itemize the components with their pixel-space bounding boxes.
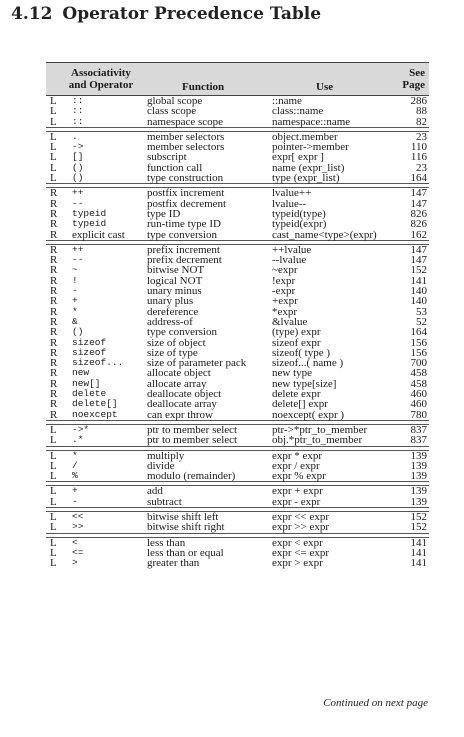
operator-cell: << [72,510,84,522]
operator-cell: new [72,367,90,379]
function-cell: member selectors [147,141,225,154]
operator-cell: ->* [72,423,90,435]
use-cell: object.member [272,130,338,143]
page-cell: 139 [410,449,427,462]
use-cell: expr / expr [272,459,320,472]
table-row [46,497,429,507]
associativity-cell: R [50,377,58,390]
associativity-cell: R [50,285,58,298]
associativity-cell: R [50,346,58,359]
function-cell: type conversion [147,326,217,339]
associativity-cell: L [50,141,57,154]
use-cell: +expr [272,295,298,308]
page-cell: 139 [410,470,427,483]
associativity-cell: R [50,315,58,328]
function-cell: postfix increment [147,187,225,200]
page-cell: 826 [410,218,427,231]
page-cell: 837 [410,434,427,447]
header-associativity [56,67,146,91]
use-cell: type (expr_list) [272,172,340,185]
associativity-cell: R [50,367,58,380]
use-cell: sizeof( type ) [272,346,331,359]
associativity-cell: R [50,295,58,308]
operator-cell: & [72,315,78,327]
operator-cell: * [72,305,78,317]
page-cell: 141 [410,274,427,287]
operator-cell: - [72,285,78,297]
associativity-cell: R [50,264,58,277]
section-number: 4.12 [11,4,53,24]
associativity-cell: R [50,274,58,287]
page-cell: 139 [410,459,427,472]
table-row [46,461,429,471]
use-cell: delete[] expr [272,398,328,411]
function-cell: prefix decrement [147,254,222,267]
function-cell: bitwise NOT [147,264,205,277]
row-group [46,244,429,421]
use-cell: (type) expr [272,326,321,339]
operator-cell: <= [72,546,84,558]
function-cell: greater than [147,557,200,570]
use-cell: namespace::name [272,115,351,128]
use-cell: expr % expr [272,470,326,483]
operator-cell: + [72,485,78,497]
table-row [46,245,429,255]
page-cell: 141 [410,536,427,549]
use-cell: &lvalue [272,315,308,328]
page-cell: 164 [410,172,427,185]
function-cell: less than [147,536,186,549]
function-cell: allocate object [147,367,211,380]
use-cell: ~expr [272,264,298,277]
use-cell: name (expr_list) [272,161,345,174]
use-cell: delete expr [272,388,321,401]
function-cell: ptr to member select [147,434,238,447]
operator-cell: :: [72,105,84,117]
operator-cell: () [72,161,84,173]
row-group [46,96,429,128]
page-cell: 152 [410,521,427,534]
use-cell: !expr [272,274,296,287]
table-row [46,451,429,461]
function-cell: ptr to member select [147,423,238,436]
operator-cell: () [72,326,84,338]
associativity-cell: R [50,408,58,421]
table-row [46,276,429,286]
operator-cell: explicit cast [72,228,125,241]
operator-cell: - [72,495,78,507]
page-cell: 116 [410,151,427,164]
use-cell: expr > expr [272,557,323,570]
associativity-cell: R [50,357,58,370]
associativity-cell: R [50,228,58,241]
associativity-cell: L [50,521,57,534]
table-row [46,163,429,173]
operator-cell: ++ [72,187,84,199]
function-cell: allocate array [147,377,207,390]
page-cell: 140 [410,285,427,298]
use-cell: lvalue-- [272,197,307,210]
associativity-cell: L [50,459,57,472]
operator-cell: delete[] [72,398,118,410]
table-row [46,230,429,240]
operator-cell: -> [72,141,84,153]
function-cell: multiply [147,449,185,462]
associativity-cell: R [50,243,58,256]
function-cell: deallocate array [147,398,217,411]
page-cell: 82 [416,115,427,128]
row-group [46,187,429,240]
operator-cell: sizeof [72,336,107,348]
page-cell: 147 [410,197,427,210]
table-row [46,486,429,496]
associativity-cell: L [50,546,57,559]
table-row [46,117,429,127]
table-row [46,96,429,106]
operator-cell: >> [72,521,84,533]
associativity-cell: L [50,557,57,570]
page-cell: 52 [416,315,427,328]
function-cell: dereference [147,305,199,318]
associativity-cell: L [50,510,57,523]
function-cell: member selectors [147,130,225,143]
header-page [402,67,425,91]
associativity-cell: L [50,536,57,549]
operator-cell: -- [72,254,84,266]
associativity-cell: L [50,151,57,164]
function-cell: type conversion [147,228,217,241]
operator-cell: ~ [72,264,78,276]
table-row [46,425,429,435]
table-row [46,368,429,378]
page-cell: 162 [410,228,427,241]
page-cell: 53 [416,305,427,318]
page-cell: 826 [410,207,427,220]
header-page-line2: Page [402,79,425,91]
use-cell: class::name [272,105,324,118]
use-cell: expr < expr [272,536,323,549]
use-cell: expr + expr [272,485,323,498]
associativity-cell: L [50,130,57,143]
function-cell: size of object [147,336,206,349]
operator-cell: typeid [72,218,107,230]
use-cell: expr << expr [272,510,329,523]
header-assoc-line1: Associativity [71,67,131,79]
use-cell: ::name [272,95,302,107]
operator-cell: * [72,449,78,461]
header-use: Use [316,81,334,93]
use-cell: noexcept( expr ) [272,408,345,421]
use-cell: --lvalue [272,254,307,267]
use-cell: lvalue++ [272,187,312,200]
page-cell: 110 [410,141,427,154]
function-cell: logical NOT [147,274,203,287]
table-row [46,522,429,532]
header-page-line1: See [409,67,425,79]
page-cell: 458 [410,377,427,390]
function-cell: run-time type ID [147,218,221,231]
associativity-cell: R [50,388,58,401]
operator-cell: new[] [72,377,101,389]
operator-cell: typeid [72,207,107,219]
function-cell: class scope [147,105,197,118]
page-cell: 139 [410,485,427,498]
page-cell: 139 [410,495,427,508]
operator-cell: ++ [72,243,84,255]
function-cell: subscript [147,151,187,164]
page-cell: 460 [410,388,427,401]
page-cell: 460 [410,398,427,411]
use-cell: expr[ expr ] [272,151,324,164]
row-group [46,424,429,447]
table-row [46,358,429,368]
associativity-cell: R [50,305,58,318]
section-title [11,4,321,24]
associativity-cell: R [50,187,58,200]
use-cell: expr * expr [272,449,323,462]
page-cell: 458 [410,367,427,380]
function-cell: less than or equal [147,546,224,559]
associativity-cell: R [50,254,58,267]
operator-cell: sizeof [72,346,107,358]
row-group [46,450,429,483]
associativity-cell: L [50,434,57,447]
table-row [46,296,429,306]
function-cell: modulo (remainder) [147,470,236,483]
use-cell: sizeof expr [272,336,321,349]
function-cell: bitwise shift left [147,510,219,523]
operator-cell: / [72,459,78,471]
use-cell: new type[size] [272,377,337,390]
table-row [46,152,429,162]
table-row [46,548,429,558]
operator-cell: delete [72,388,107,400]
associativity-cell: R [50,218,58,231]
function-cell: function call [147,161,203,174]
operator-cell: ! [72,274,78,286]
page-cell: 152 [410,264,427,277]
operator-cell: -- [72,197,84,209]
use-cell: -expr [272,285,296,298]
function-cell: bitwise shift right [147,521,225,534]
use-cell: obj.*ptr_to_member [272,434,363,447]
use-cell: pointer->member [272,141,349,154]
page-cell: 140 [410,295,427,308]
associativity-cell: R [50,398,58,411]
table-row [46,327,429,337]
page-cell: 152 [410,510,427,523]
table-row [46,173,429,183]
page-cell: 837 [410,423,427,436]
operator-cell: .* [72,434,84,446]
row-group [46,131,429,184]
table-row [46,132,429,142]
operator-cell: [] [72,151,84,163]
function-cell: unary plus [147,295,194,308]
function-cell: deallocate object [147,388,222,401]
use-cell: cast_name<type>(expr) [272,228,377,241]
table-row [46,142,429,152]
function-cell: add [147,485,163,498]
section-heading: Operator Precedence Table [62,4,322,24]
operator-cell: + [72,295,78,307]
header-function: Function [182,81,225,93]
function-cell: prefix increment [147,243,220,256]
page-cell: 88 [416,105,427,118]
function-cell: global scope [147,95,203,107]
associativity-cell: R [50,197,58,210]
use-cell: ptr->*ptr_to_member [272,423,368,436]
operator-cell: () [72,172,84,184]
use-cell: expr - expr [272,495,321,508]
table-row [46,471,429,481]
page-cell: 147 [410,254,427,267]
page-cell: 147 [410,243,427,256]
associativity-cell: L [50,105,57,118]
associativity-cell: R [50,207,58,220]
page-cell: 286 [410,95,427,107]
operator-cell: > [72,557,78,569]
function-cell: can expr throw [147,408,213,421]
table-row [46,307,429,317]
operator-cell: sizeof... [72,357,124,369]
operator-cell: :: [72,95,84,106]
table-row [46,286,429,296]
page-cell: 141 [410,557,427,570]
associativity-cell: R [50,336,58,349]
page-cell: 147 [410,187,427,200]
table-row [46,558,429,568]
row-group [46,511,429,534]
function-cell: unary minus [147,285,202,298]
associativity-cell: L [50,423,57,436]
table-row [46,188,429,198]
row-group [46,485,429,508]
table-row [46,512,429,522]
associativity-cell: L [50,449,57,462]
associativity-cell: L [50,470,57,483]
operator-cell: noexcept [72,408,118,420]
page-cell: 164 [410,326,427,339]
continued-note: Continued on next page [323,697,428,709]
function-cell: address-of [147,315,193,328]
table-row [46,255,429,265]
use-cell: expr <= expr [272,546,329,559]
function-cell: type ID [147,207,181,220]
operator-cell: :: [72,115,84,127]
associativity-cell: L [50,115,57,128]
table-row [46,435,429,445]
table-row [46,265,429,275]
operator-cell: . [72,130,78,142]
page-cell: 141 [410,546,427,559]
use-cell: expr >> expr [272,521,329,534]
function-cell: size of parameter pack [147,357,247,370]
operator-cell: < [72,536,78,548]
associativity-cell: R [50,326,58,339]
use-cell: sizeof...( name ) [272,357,344,370]
page-cell: 156 [410,346,427,359]
function-cell: type construction [147,172,224,185]
table-row [46,538,429,548]
associativity-cell: L [50,95,57,107]
table-row [46,317,429,327]
row-group [46,537,429,569]
table-row [46,106,429,116]
use-cell: typeid(type) [272,207,326,220]
precedence-table [46,62,429,568]
page-cell: 156 [410,336,427,349]
table-header [46,62,429,96]
function-cell: size of type [147,346,198,359]
associativity-cell: L [50,495,57,508]
use-cell: ++lvalue [272,243,312,256]
table-body [46,96,429,568]
page-cell: 23 [416,161,427,174]
table-row [46,410,429,420]
use-cell: *expr [272,305,298,318]
header-assoc-line2: and Operator [68,79,134,91]
use-cell: typeid(expr) [272,218,327,231]
function-cell: subtract [147,495,182,508]
function-cell: divide [147,459,175,472]
associativity-cell: L [50,172,57,185]
associativity-cell: L [50,161,57,174]
use-cell: new type [272,367,313,380]
associativity-cell: L [50,485,57,498]
page-cell: 700 [410,357,427,370]
operator-cell: % [72,470,78,482]
function-cell: postfix decrement [147,197,227,210]
page-cell: 23 [416,130,427,143]
page-cell: 780 [410,408,427,421]
function-cell: namespace scope [147,115,224,128]
